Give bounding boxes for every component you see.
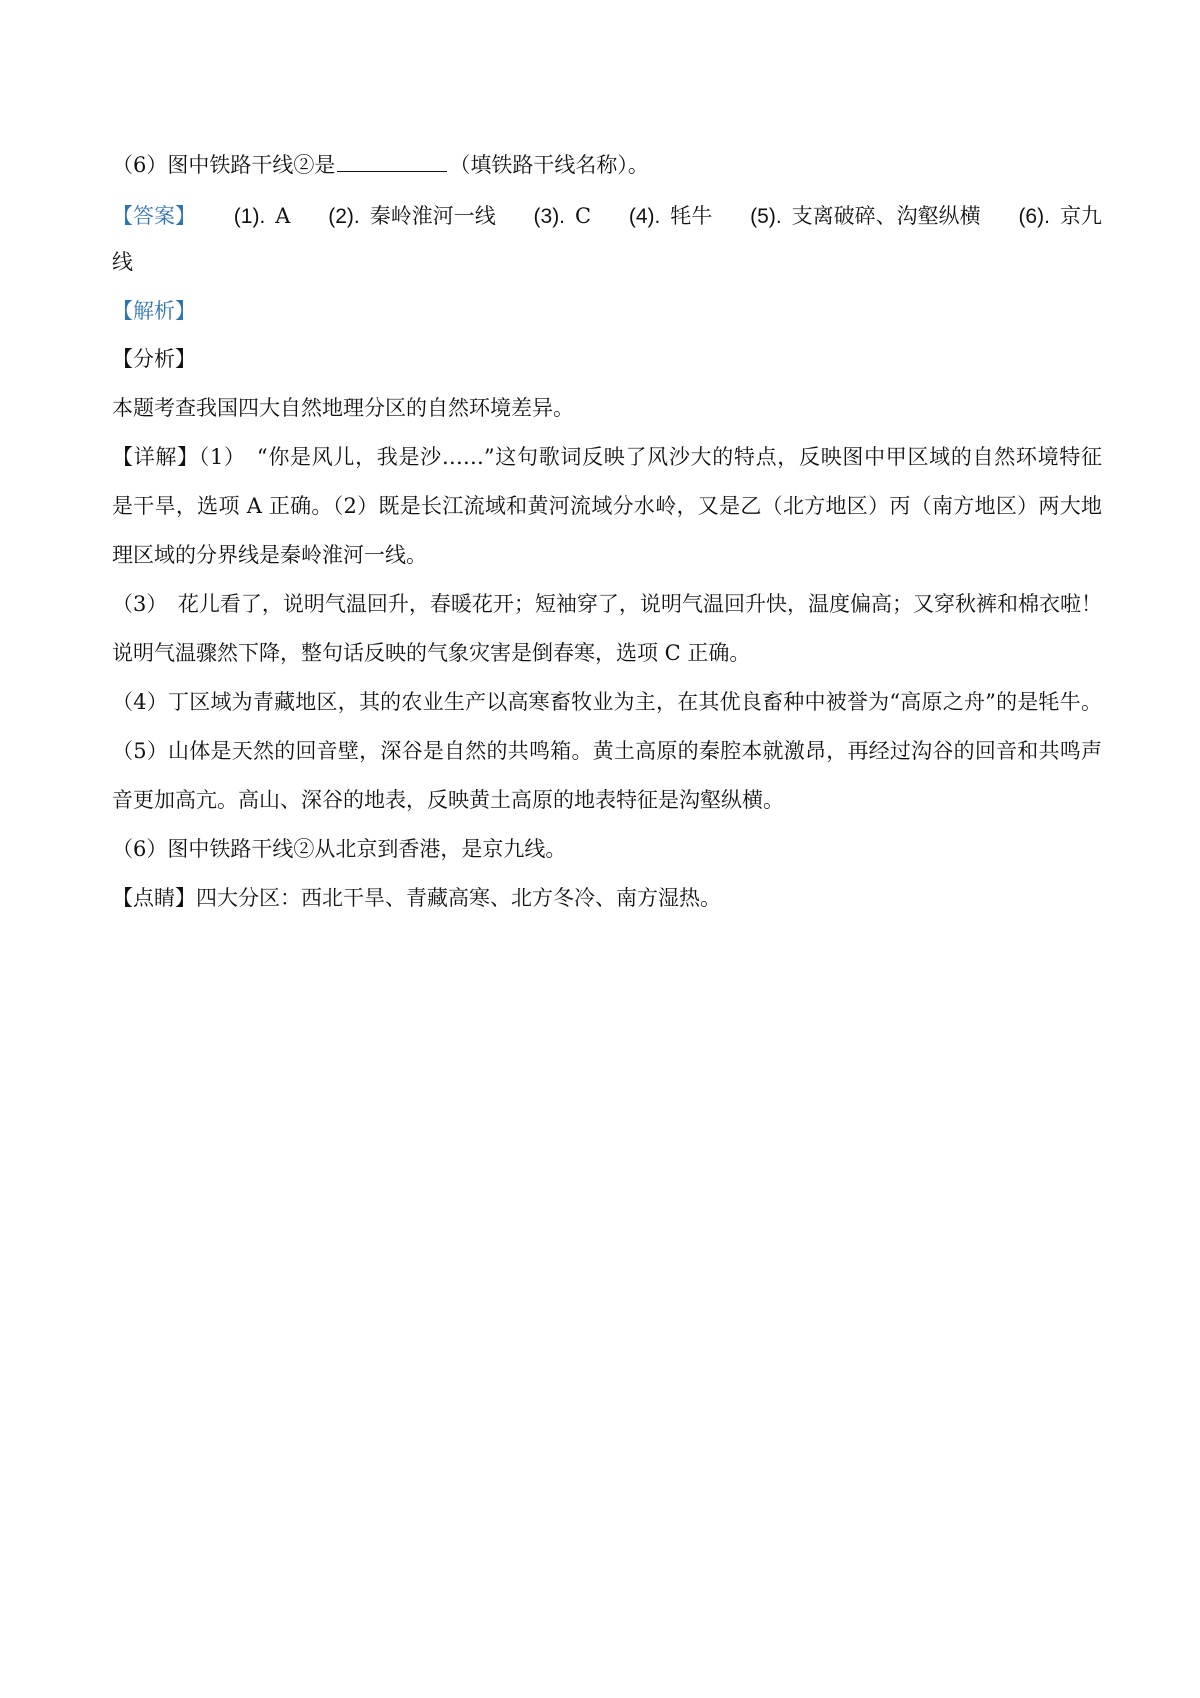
fenxi-text: 本题考查我国四大自然地理分区的自然环境差异。: [112, 396, 574, 420]
answer-number: (3).: [533, 205, 566, 228]
answer-value: 牦牛: [670, 204, 713, 228]
detail-line: （3） 花儿看了，说明气温回升，春暖花开；短袖穿了，说明气温回升快，温度偏高；又穿秋裤和棉衣啦！: [112, 592, 1102, 616]
answer-continuation: 线: [112, 250, 133, 274]
detail-line: 音更加高亢。高山、深谷的地表，反映黄土高原的地表特征是沟壑纵横。: [112, 788, 784, 812]
answer-tag: 【答案】: [112, 204, 196, 228]
answer-number: (1).: [233, 205, 266, 228]
answer-value: 秦岭淮河一线: [369, 204, 496, 228]
answer-item-2: [328, 201, 496, 232]
answer-item-4: [629, 201, 713, 232]
answer-number: (2).: [328, 205, 360, 228]
answer-item-3: [534, 201, 592, 232]
detail-line: （5）山体是天然的回音壁，深谷是自然的共鸣箱。黄土高原的秦腔本就激昂，再经过沟谷的回音和共鸣声: [112, 739, 1102, 763]
dianjing-text: 四大分区：西北干旱、青藏高寒、北方冬冷、南方湿热。: [196, 886, 721, 910]
answer-item-6: [1018, 201, 1102, 232]
answer-item-1: [234, 201, 291, 232]
xiangjie-tag: 【详解】: [112, 445, 199, 469]
analysis-tag: 【解析】: [112, 299, 196, 323]
question-6-prefix: （6）图中铁路干线②是: [112, 153, 336, 177]
question-6: [112, 150, 1102, 180]
dianjing-tag: 【点睛】: [112, 886, 196, 910]
answer-number: (4).: [628, 205, 661, 228]
detail-line: 理区域的分界线是秦岭淮河一线。: [112, 543, 427, 567]
answer-number: (6).: [1018, 205, 1050, 228]
detail-line: 说明气温骤然下降，整句话反映的气象灾害是倒春寒，选项 C 正确。: [112, 641, 751, 665]
detail-line: （4）丁区域为青藏地区，其的农业生产以高寒畜牧业为主，在其优良畜种中被誉为“高原之舟”的是牦牛。: [112, 690, 1102, 714]
detail-line: （6）图中铁路干线②从北京到香港，是京九线。: [112, 837, 567, 861]
answer-blank: [337, 151, 447, 172]
detail-line: 是干旱，选项 A 正确。（2）既是长江流域和黄河流域分水岭，又是乙（北方地区）丙（南方地区）两大地: [112, 494, 1102, 518]
answer-value: A: [275, 204, 291, 228]
xiangjie-line-1: [112, 442, 1102, 472]
answer-item-5: [750, 201, 981, 232]
fenxi-tag: 【分析】: [112, 347, 196, 371]
answer-value: 支离破碎、沟壑纵横: [791, 204, 981, 228]
answer-value: C: [575, 204, 592, 228]
question-6-suffix: （填铁路干线名称）。: [449, 153, 649, 177]
answer-value: 京九: [1059, 204, 1102, 228]
answer-row: [112, 201, 1102, 232]
answer-number: (5).: [750, 205, 782, 228]
detail-line: （1） “你是风儿，我是沙……”这句歌词反映了风沙大的特点，反映图中甲区域的自然环境特征: [198, 445, 1102, 469]
dianjing-line: [112, 883, 1102, 913]
